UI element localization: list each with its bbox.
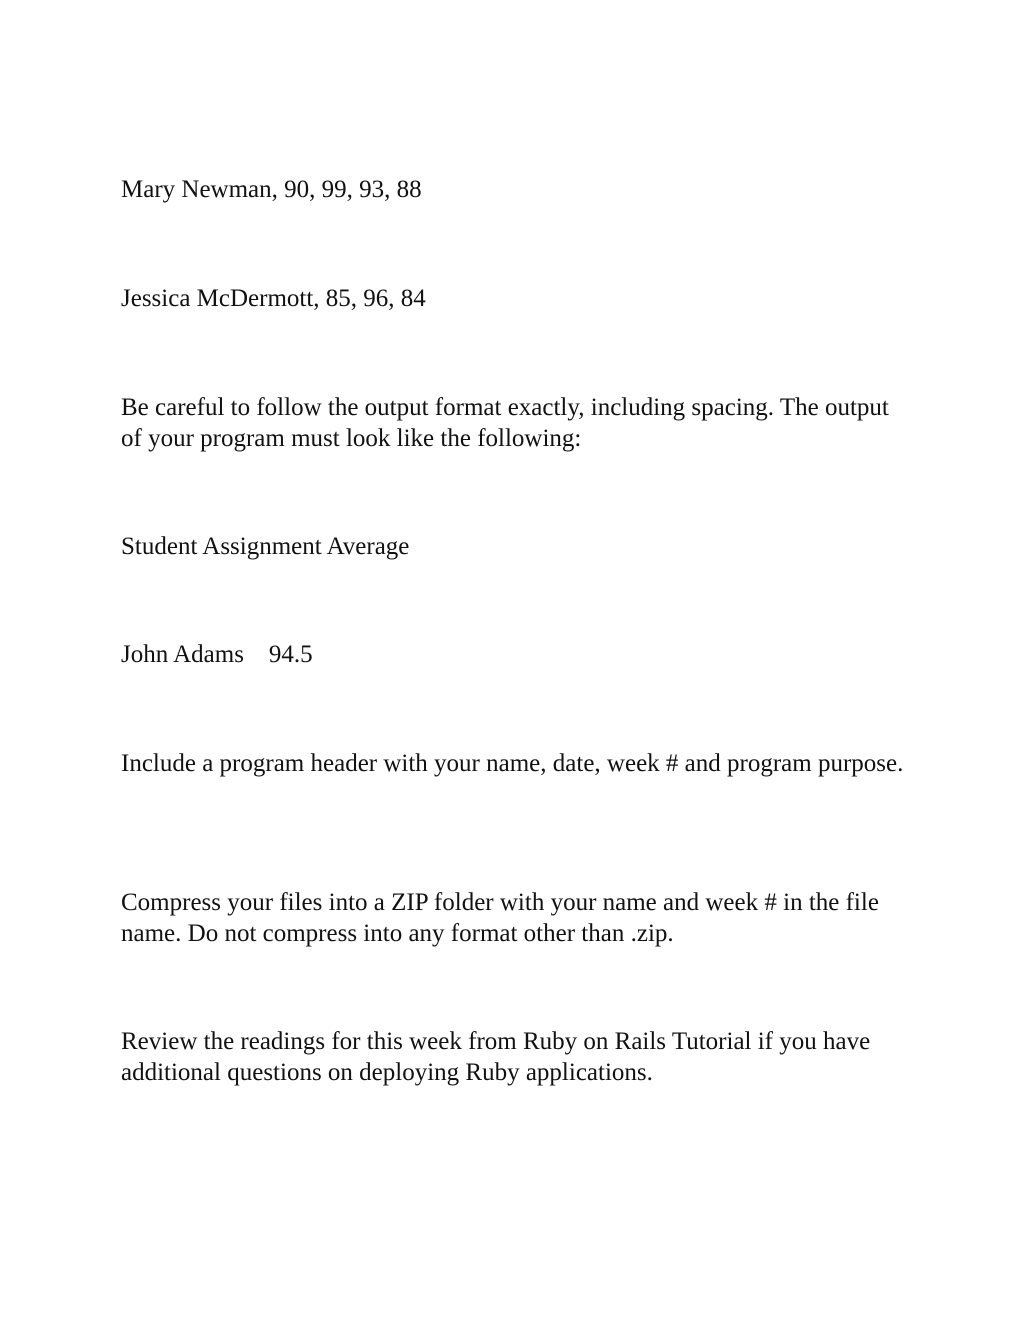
output-header-line: Student Assignment Average [121, 533, 410, 560]
output-format-instruction: Be careful to follow the output format exactly, including spacing. The output of your program must look like the following: [121, 394, 889, 452]
data-line-jessica-mcdermott: Jessica McDermott, 85, 96, 84 [121, 285, 426, 312]
zip-instruction: Compress your files into a ZIP folder with your name and week # in the file name. Do not compress into any format other than .zip. [121, 889, 879, 947]
data-line-mary-newman: Mary Newman, 90, 99, 93, 88 [121, 176, 422, 203]
program-header-instruction: Include a program header with your name, date, week # and program purpose. [121, 750, 904, 777]
readings-instruction: Review the readings for this week from Ruby on Rails Tutorial if you have additional questions on deploying Ruby applications. [121, 1028, 871, 1086]
output-example-row: John Adams 94.5 [121, 641, 313, 668]
